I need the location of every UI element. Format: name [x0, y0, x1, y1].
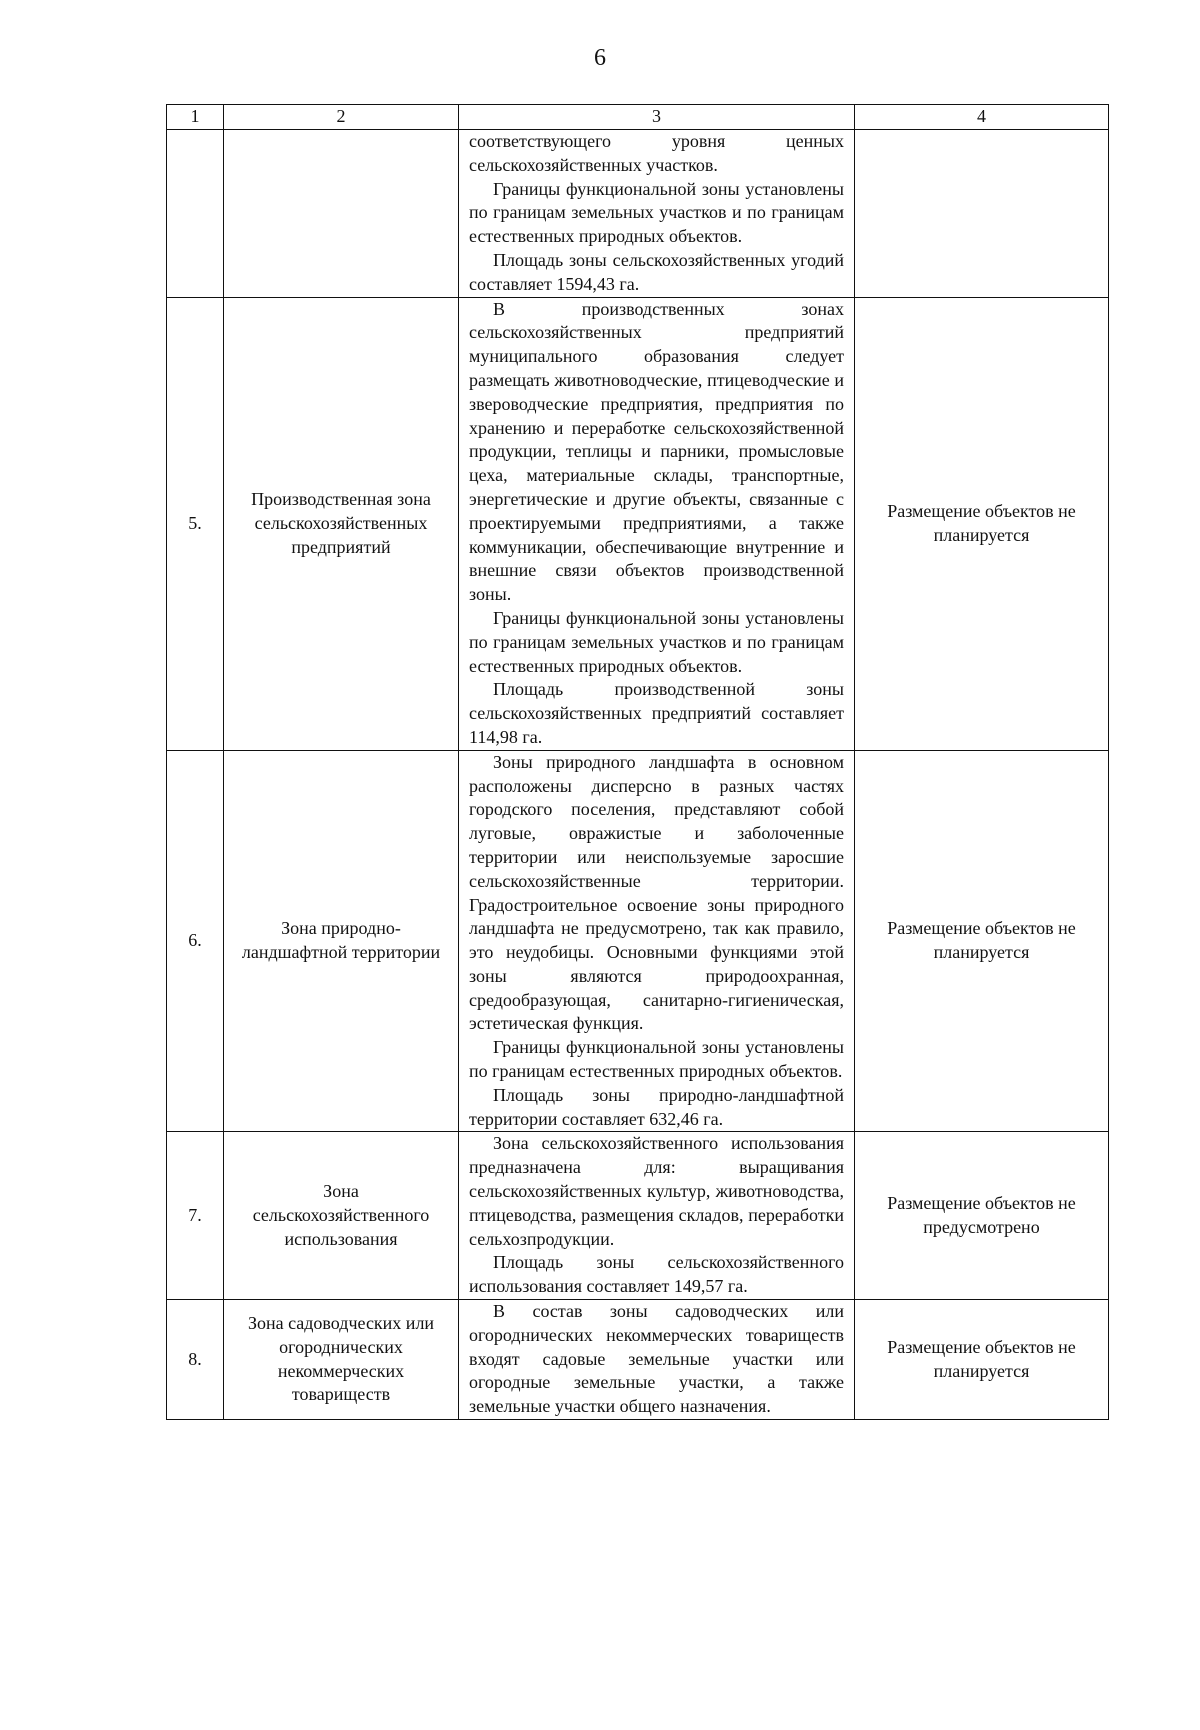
description-paragraph: В состав зоны садоводческих или огороднических некоммерческих товариществ входят садовые земельные участки или огородные земельные участки, а также земельные участки общего назначения. [469, 1301, 844, 1417]
zones-table [166, 104, 1109, 1420]
planned-objects: Размещение объектов не планируется [855, 1300, 1109, 1420]
zone-name: Производственная зона сельскохозяйственных предприятий [224, 297, 459, 750]
planned-objects: Размещение объектов не предусмотрено [855, 1132, 1109, 1300]
description-paragraph: Границы функциональной зоны установлены по границам земельных участков и по границам естественных природных объектов. [469, 178, 844, 247]
table-row-7 [167, 1132, 1109, 1300]
row-number: 5. [167, 297, 224, 750]
description-paragraph: В производственных зонах сельскохозяйственных предприятий муниципального образования следует размещать животноводческие, птицеводческие и звероводческие предприятия, предприятия по хранению и переработке сельскохозяйственной продукции, теплицы и парники, промысловые цеха, материальные склады, транспортные, энергетические и другие объекты, связанные с проектируемыми предприятиями, а также коммуникации, обеспечивающие внутренние и внешние связи объектов производственной зоны. [469, 298, 844, 605]
planned-objects [855, 130, 1109, 298]
page-number: 6 [594, 45, 606, 71]
zone-name: Зона садоводческих или огороднических некоммерческих товариществ [224, 1300, 459, 1420]
zone-description [459, 297, 855, 750]
zone-description [459, 750, 855, 1132]
zone-name: Зона сельскохозяйственного использования [224, 1132, 459, 1300]
description-paragraph: Зоны природного ландшафта в основном расположены дисперсно в разных частях городского поселения, представляют собой луговые, овражистые и заболоченные территории или неиспользуемые заросшие сельскохозяйственные территории. Градостроительное освоение зоны природного ландшафта не предусмотрено, так как правило, это неудобицы. Основными функциями этой зоны являются природоохранная, средообразующая, санитарно-гигиеническая, эстетическая функция. [469, 751, 844, 1034]
column-header-3: 3 [459, 105, 855, 130]
zone-description [459, 1300, 855, 1420]
row-number [167, 130, 224, 298]
description-paragraph: Площадь зоны природно-ландшафтной территории составляет 632,46 га. [469, 1084, 844, 1129]
row-number: 6. [167, 750, 224, 1132]
row-number: 8. [167, 1300, 224, 1420]
table-row-5 [167, 297, 1109, 750]
description-paragraph: Зона сельскохозяйственного использования предназначена для: выращивания сельскохозяйственных культур, животноводства, птицеводства, размещения складов, переработки сельхозпродукции. [469, 1133, 844, 1249]
description-paragraph: Границы функциональной зоны установлены по границам земельных участков и по границам естественных природных объектов. [469, 607, 844, 676]
description-paragraph: соответствующего уровня ценных сельскохозяйственных участков. [469, 131, 844, 175]
planned-objects: Размещение объектов не планируется [855, 750, 1109, 1132]
row-number: 7. [167, 1132, 224, 1300]
table-header-row [167, 105, 1109, 130]
zone-name: Зона природно-ландшафтной территории [224, 750, 459, 1132]
description-paragraph: Площадь зоны сельскохозяйственных угодий составляет 1594,43 га. [469, 249, 844, 294]
column-header-1: 1 [167, 105, 224, 130]
description-paragraph: Площадь зоны сельскохозяйственного использования составляет 149,57 га. [469, 1252, 844, 1297]
description-paragraph: Границы функциональной зоны установлены по границам естественных природных объектов. [469, 1037, 844, 1082]
table-row-continuation [167, 130, 1109, 298]
table-row-8 [167, 1300, 1109, 1420]
table-row-6 [167, 750, 1109, 1132]
zone-description [459, 130, 855, 298]
zone-name [224, 130, 459, 298]
description-paragraph: Площадь производственной зоны сельскохозяйственных предприятий составляет 114,98 га. [469, 679, 844, 747]
planned-objects: Размещение объектов не планируется [855, 297, 1109, 750]
zone-description [459, 1132, 855, 1300]
column-header-4: 4 [855, 105, 1109, 130]
column-header-2: 2 [224, 105, 459, 130]
